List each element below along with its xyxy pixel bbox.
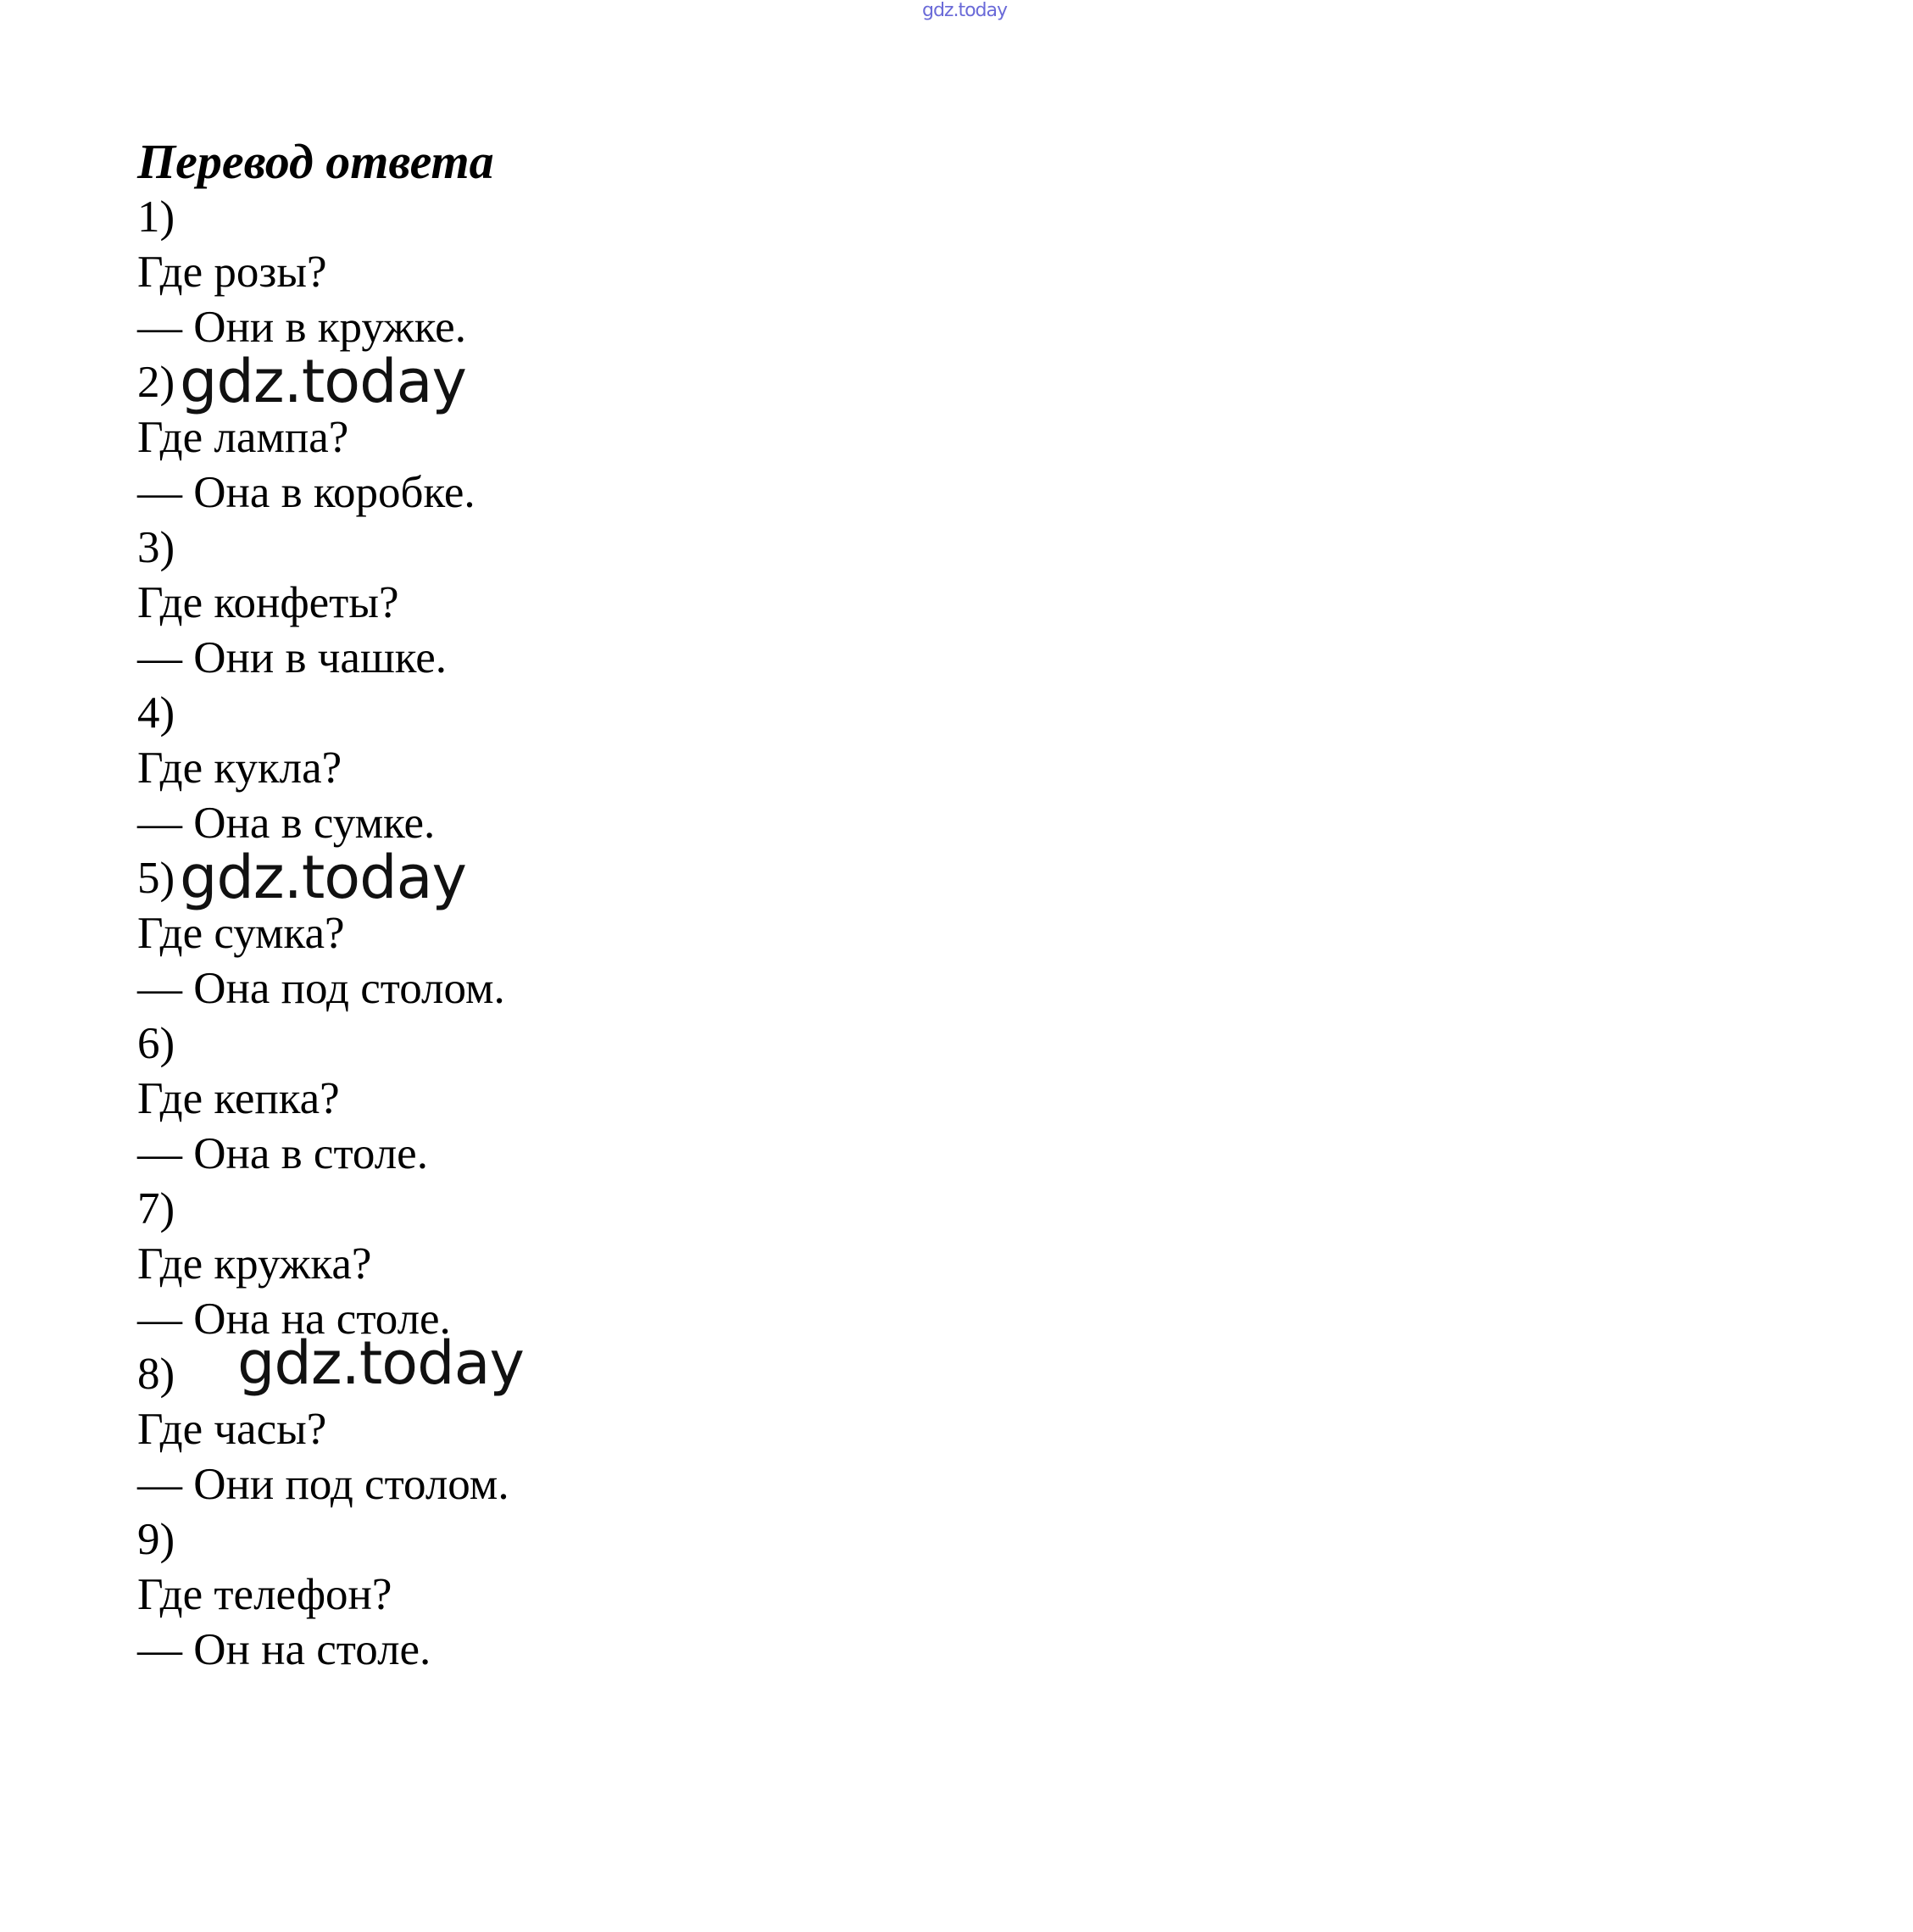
watermark: gdz.today xyxy=(237,1328,524,1398)
item-answer: — Она в коробке. xyxy=(137,468,475,517)
item-number: 6) xyxy=(137,1019,175,1068)
item-question: Где конфеты? xyxy=(137,578,399,627)
item-number: 2) gdz.today xyxy=(137,347,466,416)
item-question: Где телефон? xyxy=(137,1570,392,1619)
item-number: 7) xyxy=(137,1184,175,1233)
item-number: 8) gdz.today xyxy=(137,1328,524,1399)
item-number: 3) xyxy=(137,523,175,572)
watermark: gdz.today xyxy=(180,347,466,416)
item-answer: — Она в столе. xyxy=(137,1129,428,1178)
item-answer: — Они в кружке. xyxy=(137,303,466,352)
item-question: Где кепка? xyxy=(137,1074,340,1123)
item-number: 5) gdz.today xyxy=(137,843,466,912)
item-answer: — Она на столе. xyxy=(137,1294,451,1344)
item-question: Где сумка? xyxy=(137,909,345,958)
item-number: 4) xyxy=(137,688,175,738)
item-question: Где кружка? xyxy=(137,1239,372,1289)
top-watermark: gdz.today xyxy=(922,0,1008,21)
item-answer: — Она в сумке. xyxy=(137,799,436,848)
item-number: 9) xyxy=(137,1515,175,1564)
item-question: Где розы? xyxy=(137,248,327,297)
item-answer: — Они под столом. xyxy=(137,1460,509,1509)
item-answer: — Они в чашке. xyxy=(137,633,447,682)
item-answer: — Она под столом. xyxy=(137,964,505,1013)
item-question: Где кукла? xyxy=(137,743,342,793)
item-question: Где лампа? xyxy=(137,413,349,462)
heading: Перевод ответа xyxy=(137,134,494,189)
item-answer: — Он на столе. xyxy=(137,1625,431,1674)
item-question: Где часы? xyxy=(137,1405,327,1454)
watermark: gdz.today xyxy=(180,843,466,912)
item-number: 1) xyxy=(137,192,175,242)
answer-document xyxy=(137,134,1154,1678)
